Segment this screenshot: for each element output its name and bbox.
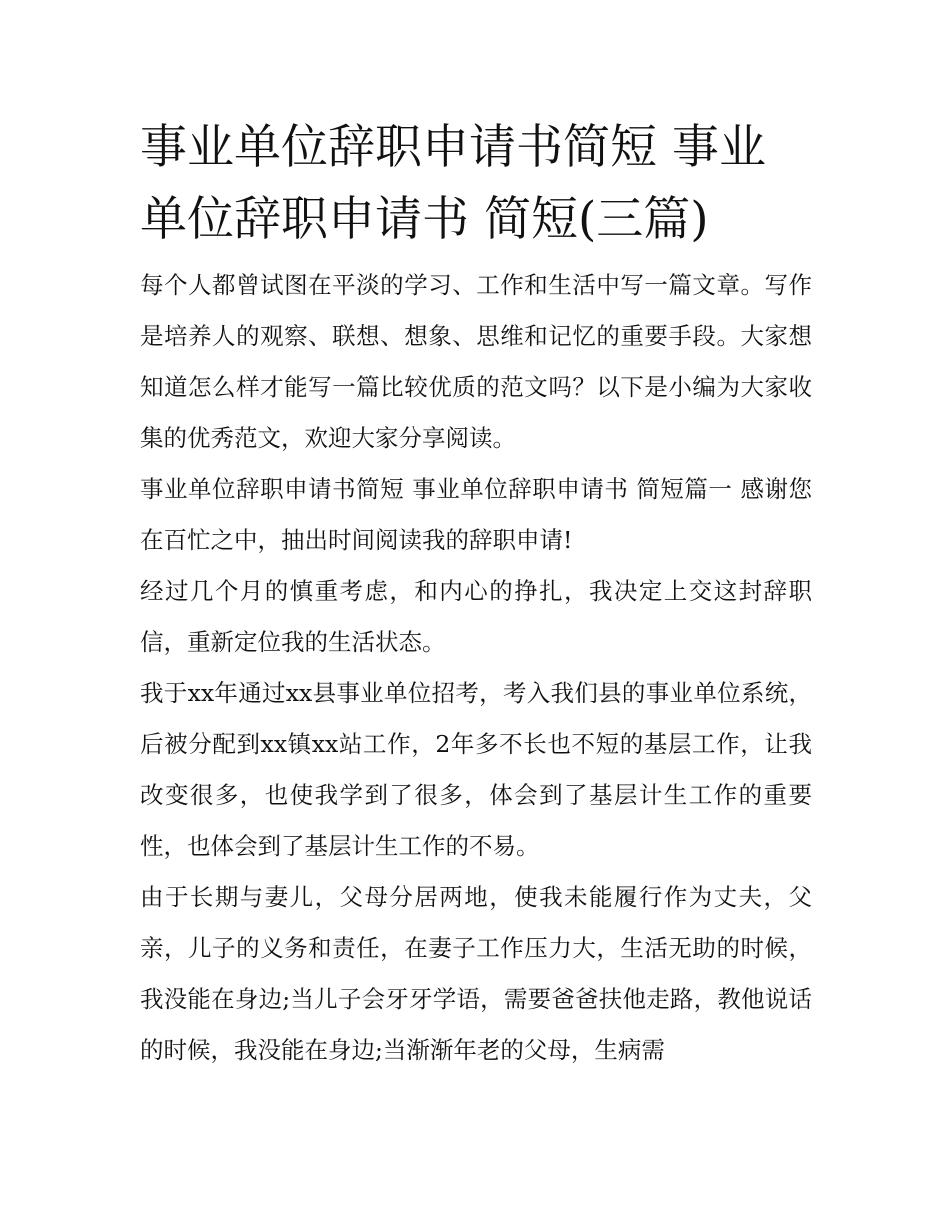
paragraph-decision: 经过几个月的慎重考虑，和内心的挣扎，我决定上交这封辞职信，重新定位我的生活状态。 [140, 577, 812, 656]
paragraph-intro: 每个人都曾试图在平淡的学习、工作和生活中写一篇文章。写作是培养人的观察、联想、想象、思维和记忆的重要手段。大家想知道怎么样才能写一篇比较优质的范文吗？以下是小编为大家收集的优秀范文，欢迎大家分享阅读。 [140, 271, 812, 452]
paragraph-opening: 事业单位辞职申请书简短 事业单位辞职申请书 简短篇一 感谢您在百忙之中，抽出时间阅读我的辞职申请! [140, 475, 812, 554]
paragraph-background: 我于xx年通过xx县事业单位招考，考入我们县的事业单位系统，后被分配到xx镇xx站工作，2年多不长也不短的基层工作，让我改变很多，也使我学到了很多，体会到了基层计生工作的重要性，也体会到了基层计生工作的不易。 [140, 679, 812, 860]
paragraph-family: 由于长期与妻儿，父母分居两地，使我未能履行作为丈夫，父亲，儿子的义务和责任，在妻子工作压力大，生活无助的时候，我没能在身边;当儿子会牙牙学语，需要爸爸扶他走路，教他说话的时候，我没能在身边;当渐渐年老的父母，生病需 [140, 883, 812, 1064]
document-title: 事业单位辞职申请书简短 事业单位辞职申请书 简短(三篇) [140, 120, 766, 247]
